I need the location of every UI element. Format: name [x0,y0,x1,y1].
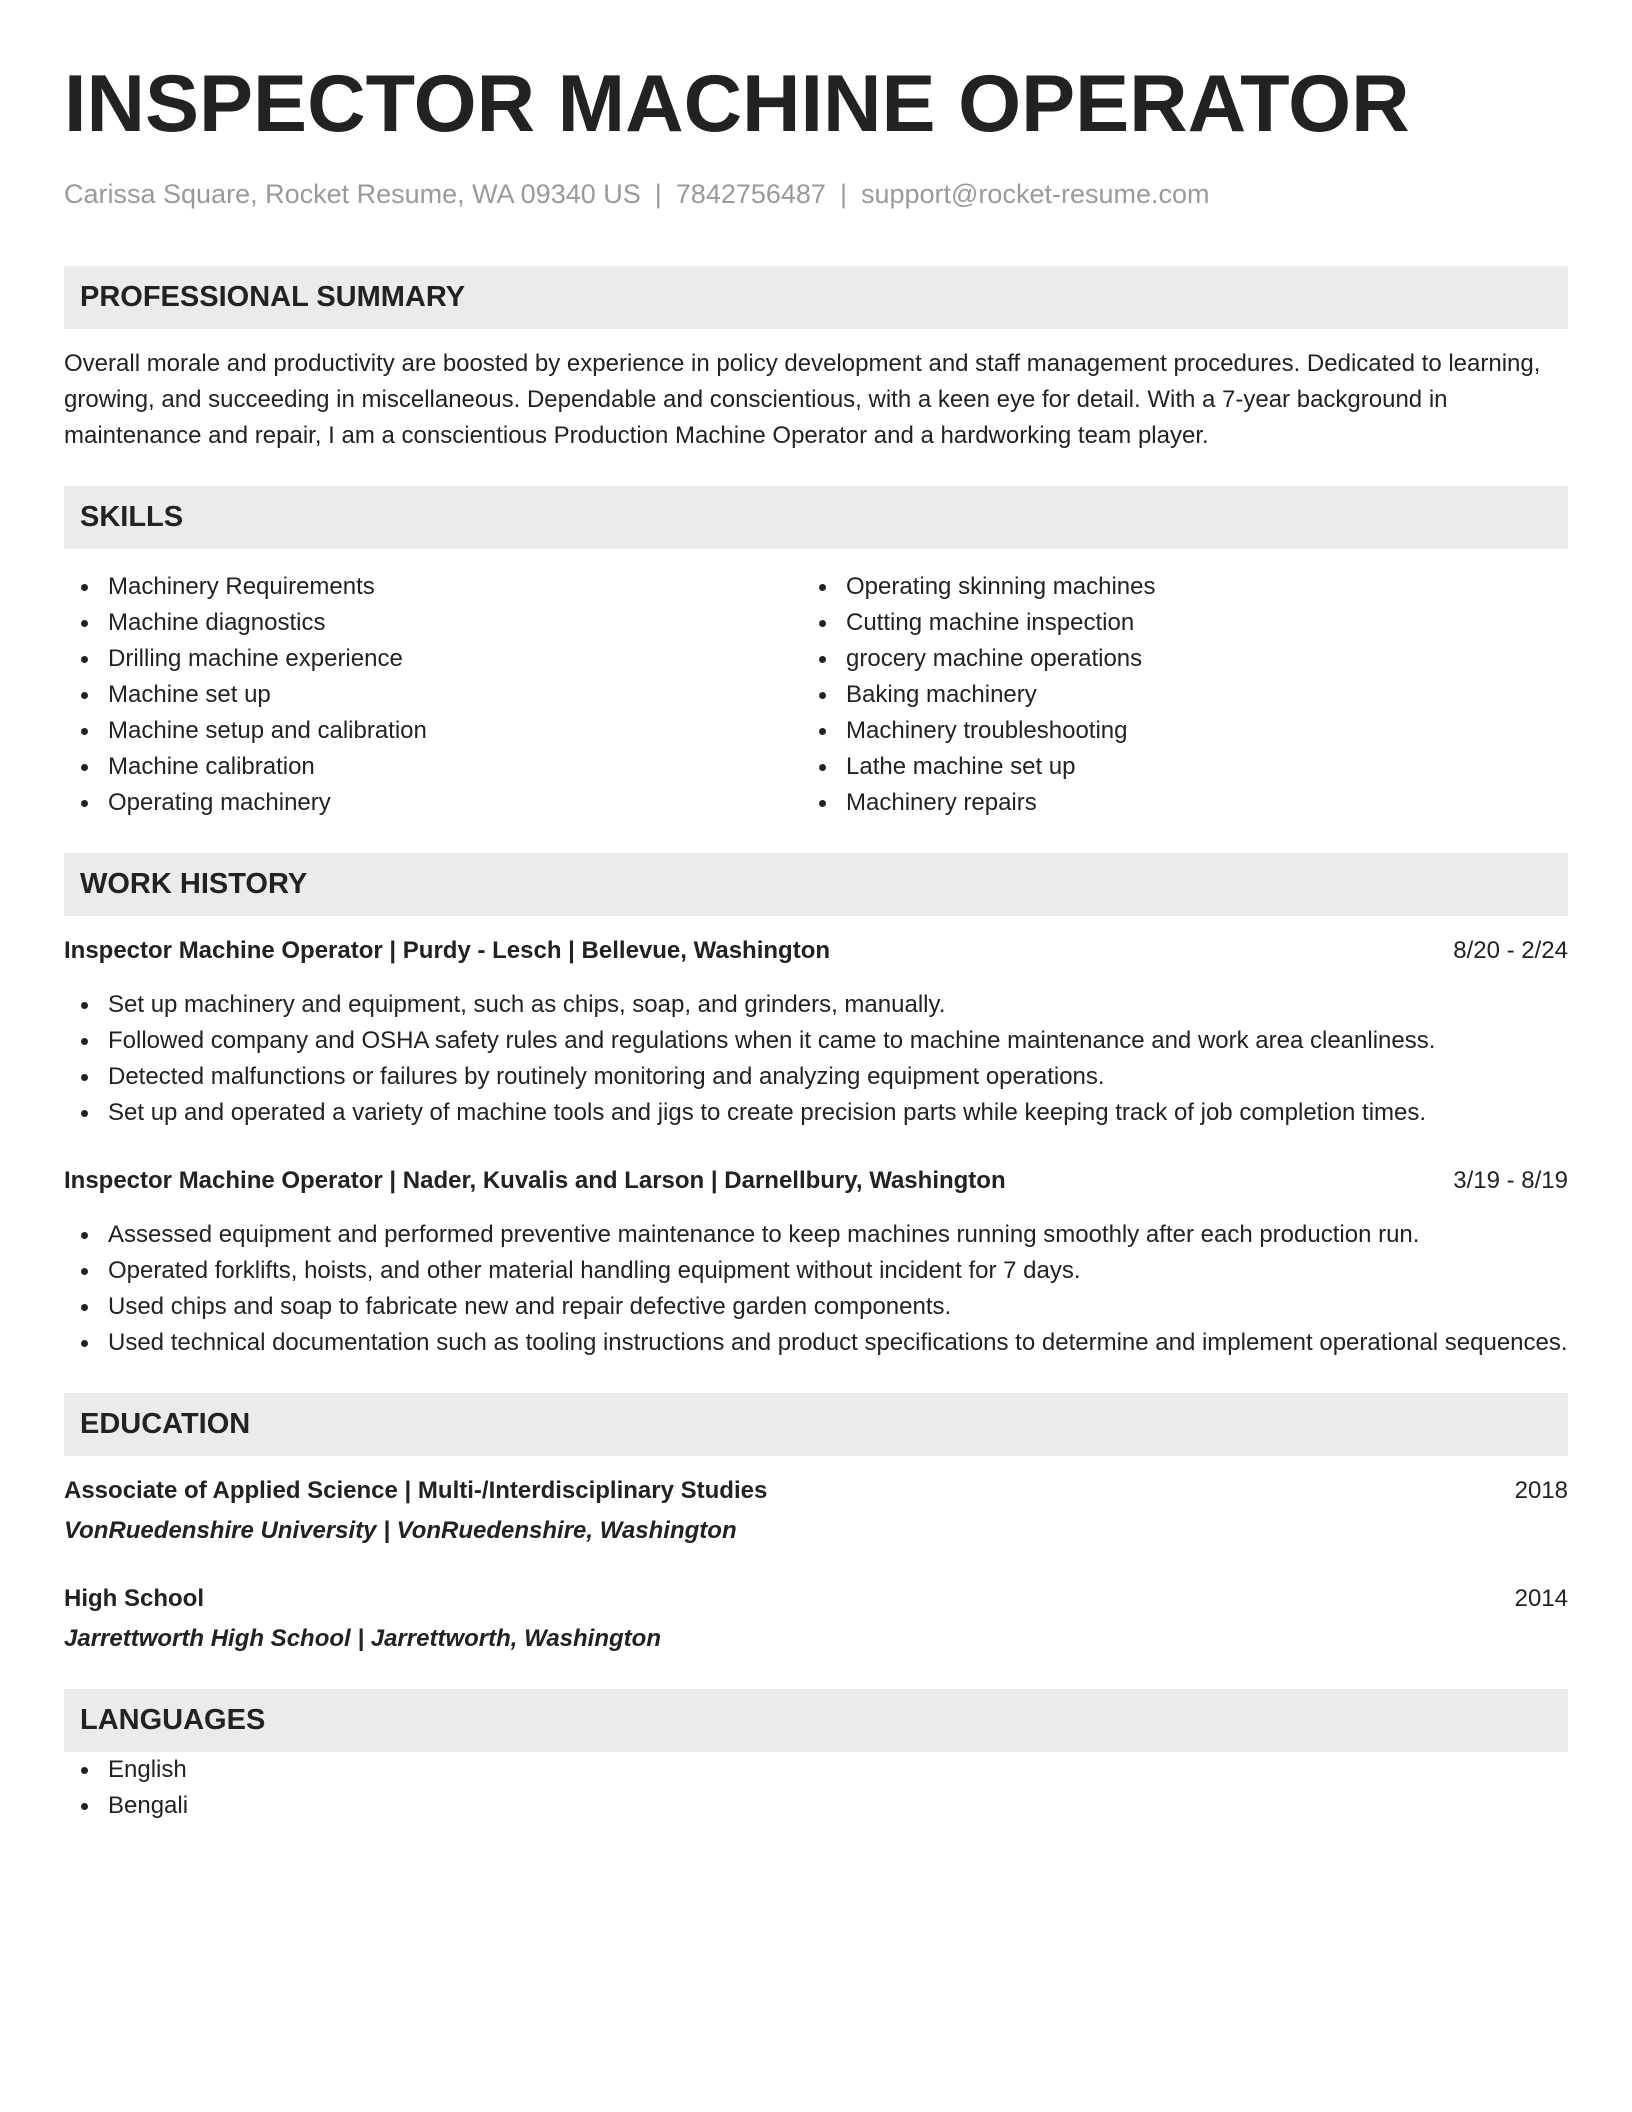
bullet-icon [819,764,826,771]
education-entry [64,1581,1568,1657]
skill-item: Baking machinery [802,677,1540,713]
education-heading-row [64,1473,1568,1509]
skill-item: Lathe machine set up [802,749,1540,785]
candidate-name: INSPECTOR MACHINE OPERATOR [64,59,1410,149]
language-item: Bengali [64,1788,1568,1824]
bullet-icon [81,1304,88,1311]
skill-item: Operating skinning machines [802,569,1540,605]
bullet-icon [81,1340,88,1347]
skill-item: Cutting machine inspection [802,605,1540,641]
bullet-icon [81,692,88,699]
skills-list-left [64,569,802,821]
section-header-languages: LANGUAGES [64,1689,1568,1752]
section-header-education: EDUCATION [64,1393,1568,1456]
job-entry [64,933,1568,1131]
bullet-icon [819,728,826,735]
education-year: 2014 [1514,1585,1568,1612]
contact-address: Carissa Square, Rocket Resume, WA 09340 US [64,179,641,209]
skills-list-right [802,569,1540,821]
job-heading-row [64,1163,1568,1199]
skill-item: Machine calibration [64,749,802,785]
skill-item: Machinery repairs [802,785,1540,821]
job-duty: Used technical documentation such as tooling instructions and product specifications to determine and implement operational sequences. [64,1325,1568,1361]
skill-item: Machinery Requirements [64,569,802,605]
bullet-icon [81,1038,88,1045]
education-entry [64,1473,1568,1549]
education-school: Jarrettworth High School | Jarrettworth, Washington [64,1625,661,1652]
bullet-icon [81,1074,88,1081]
bullet-icon [81,1268,88,1275]
contact-separator: | [654,179,662,209]
bullet-icon [81,1002,88,1009]
bullet-icon [81,1110,88,1117]
bullet-icon [819,800,826,807]
bullet-icon [819,584,826,591]
skills-grid [64,569,1568,821]
contact-phone: 7842756487 [675,179,826,209]
bullet-icon [81,584,88,591]
skill-item: Machine diagnostics [64,605,802,641]
education-school: VonRuedenshire University | VonRuedenshire, Washington [64,1517,737,1544]
skill-item: Machine setup and calibration [64,713,802,749]
bullet-icon [81,1767,88,1774]
bullet-icon [81,656,88,663]
skill-item: Drilling machine experience [64,641,802,677]
bullet-icon [81,1232,88,1239]
job-entry [64,1163,1568,1361]
job-duty: Set up and operated a variety of machine tools and jigs to create precision parts while keeping track of job completion times. [64,1095,1568,1131]
contact-email: support@rocket-resume.com [860,179,1210,209]
bullet-icon [81,1803,88,1810]
skills-column-right [802,569,1540,821]
bullet-icon [819,692,826,699]
job-duties-list [64,987,1568,1131]
job-duty: Set up machinery and equipment, such as chips, soap, and grinders, manually. [64,987,1568,1023]
bullet-icon [81,728,88,735]
job-heading-row [64,933,1568,969]
job-dates: 8/20 - 2/24 [1453,937,1568,964]
skill-item: Machine set up [64,677,802,713]
skills-column-left [64,569,802,821]
education-degree: Associate of Applied Science | Multi-/Interdisciplinary Studies [64,1477,768,1504]
summary-text: Overall morale and productivity are boosted by experience in policy development and staff management procedures. Dedicated to learning, growing, and succeeding in miscellaneous. Dependable and conscientious, with a keen eye for detail. With a 7-year background in maintenance and repair, I am a conscientious Production Machine Operator and a hardworking team player. [64,350,1541,449]
contact-line [64,176,1568,212]
section-header-work-history: WORK HISTORY [64,853,1568,916]
education-heading-row [64,1581,1568,1617]
job-duty: Assessed equipment and performed preventive maintenance to keep machines running smoothly after each production run. [64,1217,1568,1253]
contact-separator: | [839,179,847,209]
job-duty: Operated forklifts, hoists, and other material handling equipment without incident for 7 days. [64,1253,1568,1289]
section-header-summary: PROFESSIONAL SUMMARY [64,266,1568,329]
languages-list [64,1752,1568,1824]
skill-item: Machinery troubleshooting [802,713,1540,749]
job-dates: 3/19 - 8/19 [1453,1167,1568,1194]
education-degree: High School [64,1585,204,1612]
job-duties-list [64,1217,1568,1361]
job-duty: Detected malfunctions or failures by routinely monitoring and analyzing equipment operations. [64,1059,1568,1095]
bullet-icon [81,764,88,771]
bullet-icon [819,620,826,627]
language-item: English [64,1752,1568,1788]
bullet-icon [81,800,88,807]
education-year: 2018 [1514,1477,1568,1504]
bullet-icon [81,620,88,627]
skill-item: grocery machine operations [802,641,1540,677]
job-duty: Followed company and OSHA safety rules and regulations when it came to machine maintenance and work area cleanliness. [64,1023,1568,1059]
skill-item: Operating machinery [64,785,802,821]
job-title: Inspector Machine Operator | Purdy - Lesch | Bellevue, Washington [64,937,831,964]
job-duty: Used chips and soap to fabricate new and repair defective garden components. [64,1289,1568,1325]
job-title: Inspector Machine Operator | Nader, Kuvalis and Larson | Darnellbury, Washington [64,1167,1006,1194]
bullet-icon [819,656,826,663]
section-header-skills: SKILLS [64,486,1568,549]
